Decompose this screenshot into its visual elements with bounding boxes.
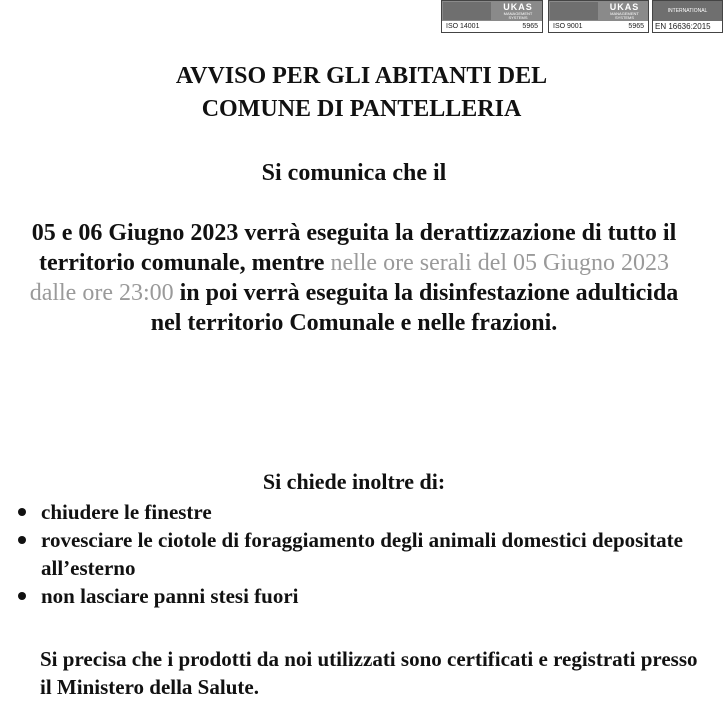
main-announcement	[14, 218, 694, 338]
announcement-part-1: 05 e 06 Giugno 2023 verrà eseguita la derattizzazione di tutto il territorio comunale, mentre	[31, 220, 677, 276]
request-text: chiudere le finestre	[41, 500, 212, 524]
badge-standard: ISO 9001	[553, 22, 583, 30]
announcement-part-2: in poi verrà eseguita la disinfestazione adulticida nel territorio Comunale e nelle frazioni.	[150, 280, 679, 336]
badge-sub: MANAGEMENT SYSTEMS	[610, 10, 639, 20]
list-item	[0, 526, 700, 582]
announcement-time-faded: nelle ore serali del 05 Giugno 2023 dalle ore 23:00	[29, 250, 670, 306]
badge-label: UKAS	[503, 1, 533, 12]
en16636-badge	[652, 0, 723, 33]
badge-number: 5965	[522, 22, 538, 30]
request-text: rovesciare le ciotole di foraggiamento degli animali domestici depositate all’esterno	[41, 528, 683, 580]
badge-label: UKAS	[609, 1, 640, 12]
badge-label: INTERNATIONAL	[667, 7, 708, 14]
intro-text: Si comunica che il	[261, 160, 447, 186]
badge-number: 5965	[628, 22, 644, 30]
requests-list	[0, 498, 700, 610]
request-text: non lasciare panni stesi fuori	[41, 584, 299, 608]
bullet-icon	[18, 536, 26, 544]
badge-sub: MANAGEMENT SYSTEMS	[503, 10, 533, 20]
ukas-iso14001-badge	[441, 0, 543, 33]
bullet-icon	[18, 508, 26, 516]
title-line-2: COMUNE DI PANTELLERIA	[201, 96, 522, 122]
notice-title	[0, 60, 723, 126]
badge-standard: ISO 14001	[446, 22, 480, 30]
ukas-iso9001-badge	[548, 0, 649, 33]
list-item	[0, 582, 700, 610]
title-line-1: AVVISO PER GLI ABITANTI DEL	[175, 63, 548, 89]
international-logo	[443, 2, 491, 20]
closing-statement: Si precisa che i prodotti da noi utilizzati sono certificati e registrati presso il Ministero della Salute.	[40, 647, 698, 699]
requests-intro: Si chiede inoltre di:	[262, 469, 446, 494]
international-logo	[550, 2, 598, 20]
list-item	[0, 498, 700, 526]
badge-standard: EN 16636:2015	[655, 21, 711, 31]
bullet-icon	[18, 592, 26, 600]
